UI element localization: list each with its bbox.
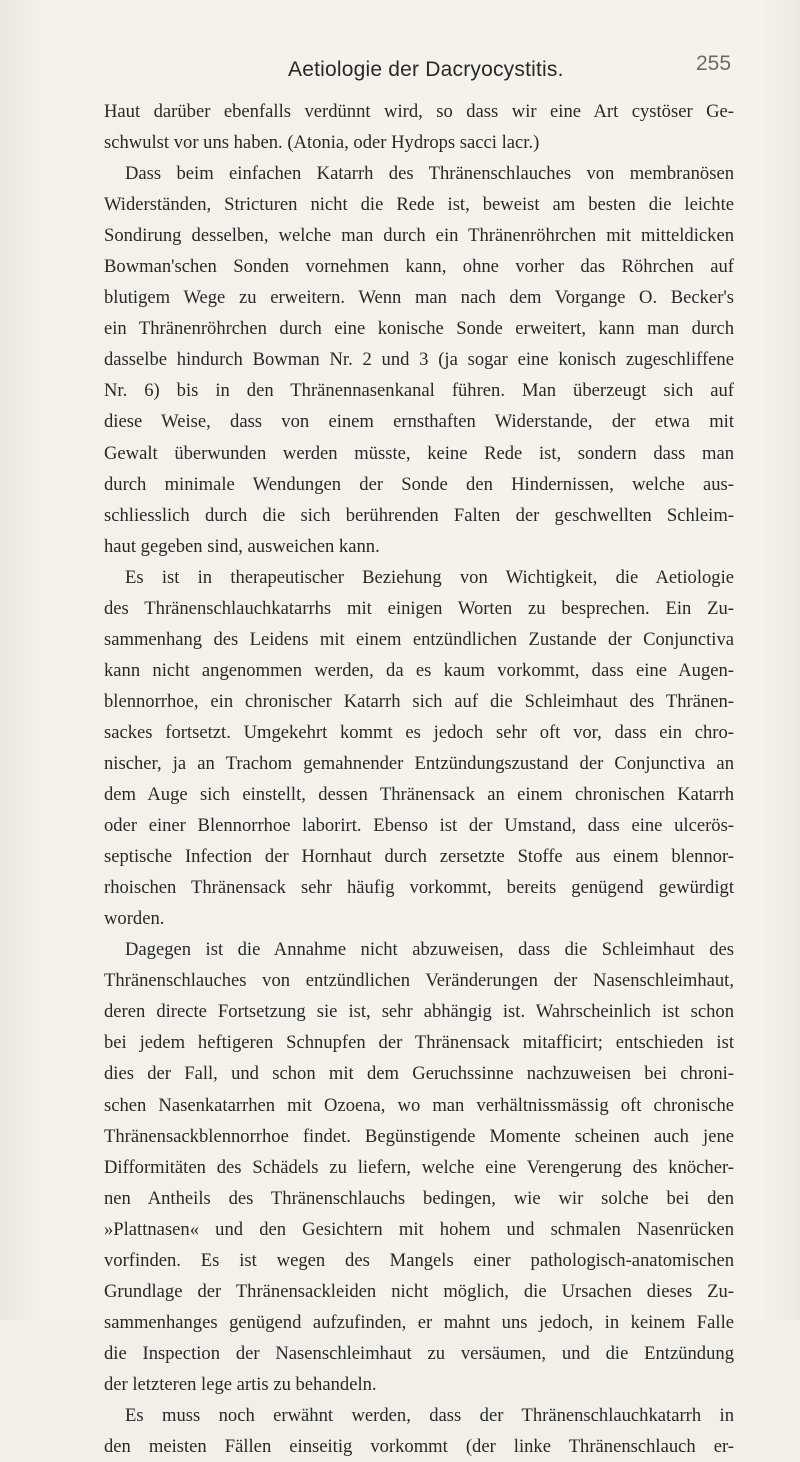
text-line: Haut darüber ebenfalls verdünnt wird, so dass wir eine Art cystöser Ge- xyxy=(104,101,734,122)
text-line: Es muss noch erwähnt werden, dass der Thränenschlauchkatarrh in xyxy=(125,1404,734,1426)
text-line: der letzteren lege artis zu behandeln. xyxy=(104,1373,377,1395)
text-line: Thränenschlauches von entzündlichen Veränderungen der Nasenschleimhaut, xyxy=(104,970,734,992)
text-line: Nr. 6) bis in den Thränennasenkanal führen. Man überzeugt sich auf xyxy=(104,380,734,402)
text-line: worden. xyxy=(104,908,165,930)
text-line: diese Weise, dass von einem ernsthaften Widerstande, der etwa mit xyxy=(104,411,734,433)
page-number: 255 xyxy=(696,52,732,75)
text-line: Dagegen ist die Annahme nicht abzuweisen, dass die Schleimhaut des xyxy=(125,939,734,961)
text-line: rhoischen Thränensack sehr häufig vorkommt, bereits genügend gewürdigt xyxy=(104,877,734,899)
text-line: Dass beim einfachen Katarrh des Thränenschlauches von membranösen xyxy=(125,163,734,185)
text-line: vorfinden. Es ist wegen des Mangels einer pathologisch-anatomischen xyxy=(104,1249,734,1271)
text-line: bei jedem heftigeren Schnupfen der Thränensack mitafficirt; entschieden ist xyxy=(104,1032,734,1054)
text-line: »Plattnasen« und den Gesichtern mit hohem und schmalen Nasenrücken xyxy=(104,1218,734,1240)
text-line: Grundlage der Thränensackleiden nicht möglich, die Ursachen dieses Zu- xyxy=(104,1280,734,1302)
text-line: blennorrhoe, ein chronischer Katarrh sich auf die Schleimhaut des Thränen- xyxy=(104,690,734,712)
text-line: Widerständen, Stricturen nicht die Rede ist, beweist am besten die leichte xyxy=(104,194,734,216)
text-line: schwulst vor uns haben. (Atonia, oder Hydrops sacci lacr.) xyxy=(104,132,540,154)
text-line: Es ist in therapeutischer Beziehung von Wichtigkeit, die Aetiologie xyxy=(125,566,734,588)
text-line: septische Infection der Hornhaut durch zersetzte Stoffe aus einem blennor- xyxy=(104,846,734,868)
running-title: Aetiologie der Dacryocystitis. xyxy=(288,58,564,81)
text-line: den meisten Fällen einseitig vorkommt (der linke Thränenschlauch er- xyxy=(104,1436,734,1458)
text-line: dies der Fall, und schon mit dem Geruchssinne nachzuweisen bei chroni- xyxy=(104,1063,734,1085)
body-text xyxy=(104,96,734,1462)
text-line: deren directe Fortsetzung sie ist, sehr abhängig ist. Wahrscheinlich ist schon xyxy=(104,1001,734,1023)
text-line: schliesslich durch die sich berührenden Falten der geschwellten Schleim- xyxy=(104,504,734,526)
text-line: die Inspection der Nasenschleimhaut zu versäumen, und die Entzündung xyxy=(104,1342,734,1364)
text-line: des Thränenschlauchkatarrhs mit einigen Worten zu besprechen. Ein Zu- xyxy=(104,597,734,619)
text-line: kann nicht angenommen werden, da es kaum vorkommt, dass eine Augen- xyxy=(104,659,734,681)
text-line: Gewalt überwunden werden müsste, keine Rede ist, sondern dass man xyxy=(104,442,734,464)
text-line: ein Thränenröhrchen durch eine konische Sonde erweitert, kann man durch xyxy=(104,318,734,340)
text-line: dem Auge sich einstellt, dessen Thränensack an einem chronischen Katarrh xyxy=(104,784,734,806)
text-line: Thränensackblennorrhoe findet. Begünstigende Momente scheinen auch jene xyxy=(104,1125,734,1147)
text-line: Difformitäten des Schädels zu liefern, welche eine Verengerung des knöcher- xyxy=(104,1156,734,1178)
running-head xyxy=(0,52,800,90)
text-line: haut gegeben sind, ausweichen kann. xyxy=(104,535,380,557)
text-line: sammenhanges genügend aufzufinden, er mahnt uns jedoch, in keinem Falle xyxy=(104,1311,734,1333)
text-line: nen Antheils des Thränenschlauchs bedingen, wie wir solche bei den xyxy=(104,1187,734,1209)
text-line: nischer, ja an Trachom gemahnender Entzündungszustand der Conjunctiva an xyxy=(104,752,734,774)
text-line: oder einer Blennorrhoe laborirt. Ebenso ist der Umstand, dass eine ulcerös- xyxy=(104,815,734,837)
text-line: schen Nasenkatarrhen mit Ozoena, wo man verhältnissmässig oft chronische xyxy=(104,1094,734,1116)
text-line: blutigem Wege zu erweitern. Wenn man nach dem Vorgange O. Becker's xyxy=(104,287,734,309)
text-line: Sondirung desselben, welche man durch ein Thränenröhrchen mit mitteldicken xyxy=(104,225,734,247)
text-line: sammenhang des Leidens mit einem entzündlichen Zustande der Conjunctiva xyxy=(104,628,734,650)
text-line: sackes fortsetzt. Umgekehrt kommt es jedoch sehr oft vor, dass ein chro- xyxy=(104,721,734,743)
text-line: dasselbe hindurch Bowman Nr. 2 und 3 (ja sogar eine konisch zugeschliffene xyxy=(104,349,734,371)
text-line: Bowman'schen Sonden vornehmen kann, ohne vorher das Röhrchen auf xyxy=(104,256,734,278)
text-line: durch minimale Wendungen der Sonde den Hindernissen, welche aus- xyxy=(104,473,734,495)
